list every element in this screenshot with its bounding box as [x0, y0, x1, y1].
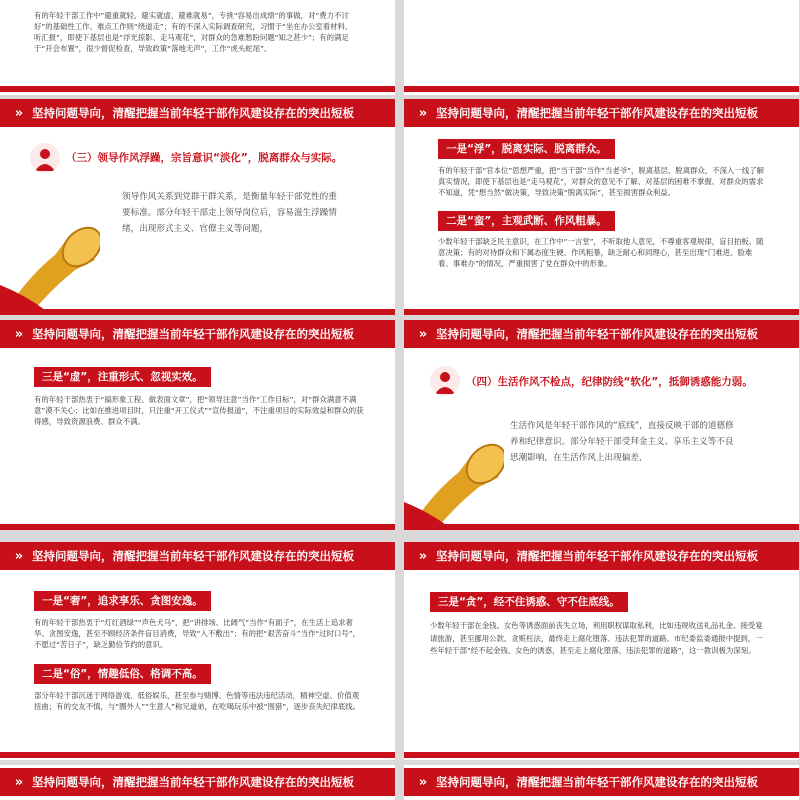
slide-title: 坚持问题导向，清醒把握当前年轻干部作风建设存在的突出短板	[436, 775, 758, 789]
avatar-icon	[430, 366, 460, 396]
chevron-icon: »	[418, 774, 424, 790]
slide-2-right	[404, 320, 799, 530]
point-text-1: 有的年轻干部热衷于“灯红酒绿”“声色犬马”，把“讲排场、比阔气”当作“有面子”，在生活上追求奢华、贪图安逸，甚至不顾经济条件盲目消费，导致“入不敷出”；有的把“艰苦奋斗”当作“过时口号”，不愿过“苦日子”，缺乏勤俭节约的意识。	[34, 618, 360, 649]
chevron-icon: »	[418, 105, 424, 121]
chevron-icon: »	[418, 326, 424, 342]
chevron-icon: »	[418, 548, 424, 564]
point-text-2: 少数年轻干部缺乏民主意识，在工作中“一言堂”，不听取他人意见，不尊重客观规律，盲目拍板、随意决策；有的对待群众和下属态度生硬、作风粗暴，缺乏耐心和同理心，甚至出现“门难进、脸难看、事难办”的情况，严重损害了党在群众中的形象。	[438, 237, 764, 268]
bottom-bar	[404, 86, 799, 92]
point-text: 少数年轻干部在金钱、女色等诱惑面前丧失立场，利用职权谋取私利，比如违规收送礼品礼金、接受宴请旅游，甚至挪用公款、贪赃枉法，最终走上腐化堕落、违法犯罪的道路。市纪委监委通报中提到，一些年轻干部“经不起金钱、女色的诱惑，甚至走上腐化堕落、违法犯罪的道路”，这一教训极为深刻。	[430, 621, 763, 655]
slide-title: 坚持问题导向，清醒把握当前年轻干部作风建设存在的突出短板	[32, 106, 354, 120]
slide-header	[404, 320, 799, 348]
slide-header	[404, 99, 799, 127]
chevron-icon: »	[14, 326, 20, 342]
slide-title: 坚持问题导向，清醒把握当前年轻干部作风建设存在的突出短板	[32, 549, 354, 563]
slide-body-text: 领导作风关系到党群干群关系，是衡量年轻干部党性的重要标准。部分年轻干部走上领导岗位后，容易滋生浮躁情绪，出现形式主义、官僚主义等问题，	[122, 192, 337, 234]
slide-header	[0, 768, 395, 796]
bottom-bar	[404, 524, 799, 530]
slide-title: 坚持问题导向，清醒把握当前年轻干部作风建设存在的突出短板	[436, 327, 758, 341]
slide-title: 坚持问题导向，清醒把握当前年轻干部作风建设存在的突出短板	[32, 775, 354, 789]
avatar-icon	[30, 143, 60, 173]
bottom-bar	[0, 309, 395, 315]
slide-header	[0, 542, 395, 570]
point-text: 有的年轻干部热衷于“搞形象工程、做表面文章”，把“领导注意”当作“工作目标”，对“群众满意不满意”漠不关心；比如在推进项目时，只注重“开工仪式”“宣传报道”，不注重项目的实际效益和群众的获得感，导致资源浪费、群众不满。	[34, 395, 364, 426]
chevron-icon: »	[14, 548, 20, 564]
slide-1-right	[404, 99, 799, 315]
slide-title: 坚持问题导向，清醒把握当前年轻干部作风建设存在的突出短板	[436, 106, 758, 120]
point-text-1: 有的年轻干部“官本位”思想严重，把“当干部”当作“当老爷”，脱离基层、脱离群众，不深入一线了解真实情况，即使下基层也是“走马观花”，对群众的意见不了解、对基层的困难不掌握、对群众的需求不知道，凭“想当然”做决策，导致决策“脱离实际”，甚至损害群众利益。	[438, 166, 764, 197]
slide-2-left	[0, 320, 395, 530]
slide-4-right	[404, 765, 799, 800]
trumpet-icon	[0, 215, 100, 315]
point-heading-1: 一是“奢”，追求享乐、贪图安逸。	[34, 591, 211, 611]
slide-1-left	[0, 99, 395, 315]
point-heading-2: 二是“蛮”，主观武断、作风粗暴。	[438, 211, 615, 231]
slide-0-right	[404, 0, 799, 95]
section-subtitle: （三）领导作风浮躁，宗旨意识“淡化”，脱离群众与实际。	[66, 152, 343, 164]
slide-3-right	[404, 542, 799, 760]
slide-title: 坚持问题导向，清醒把握当前年轻干部作风建设存在的突出短板	[32, 327, 354, 341]
bottom-bar	[0, 524, 395, 530]
bottom-bar	[0, 752, 395, 758]
slide-header	[0, 320, 395, 348]
slide-header	[404, 768, 799, 796]
trumpet-icon	[404, 432, 504, 530]
point-heading-1: 一是“浮”，脱离实际、脱离群众。	[438, 139, 615, 159]
slide-title: 坚持问题导向，清醒把握当前年轻干部作风建设存在的突出短板	[436, 549, 758, 563]
point-text-2: 部分年轻干部沉迷于网络游戏、低俗娱乐，甚至参与赌博、色情等违法违纪活动，精神空虚、价值观扭曲；有的交友不慎，与“圈外人”“生意人”称兄道弟，在吃喝玩乐中被“围猎”，逐步丧失纪律底线。	[34, 691, 360, 711]
slide-body-text: 有的年轻干部工作中“避重就轻、避实就虚、避难就易”，专挑“容易出成绩”的事做，对“费力不讨好”的基础性工作、难点工作则“绕道走”；有的不深入实际调查研究，习惯于“坐在办公室看材料、听汇报”，即使下基层也是“浮光掠影、走马观花”，对群众的急难愁盼问题“知之甚少”；有的满足于“开会布置”，很少督促检查，导致政策“落地无声”，工作“虎头蛇尾”。	[34, 11, 353, 53]
slide-3-left	[0, 542, 395, 760]
chevron-icon: »	[14, 105, 20, 121]
bottom-bar	[0, 86, 395, 92]
slide-header	[404, 542, 799, 570]
slide-header	[0, 99, 395, 127]
slide-body-text: 生活作风是年轻干部作风的“底线”，直接反映干部的道德修养和纪律意识。部分年轻干部受拜金主义、享乐主义等不良思潮影响，在生活作风上出现偏差，	[510, 421, 734, 463]
point-heading: 三是“虚”，注重形式、忽视实效。	[34, 367, 211, 387]
bottom-bar	[404, 752, 799, 758]
slide-0-left	[0, 0, 395, 95]
chevron-icon: »	[14, 774, 20, 790]
point-heading: 三是“贪”，经不住诱惑、守不住底线。	[430, 592, 628, 612]
point-heading-2: 二是“俗”，情趣低俗、格调不高。	[34, 664, 211, 684]
section-subtitle: （四）生活作风不检点，纪律防线“软化”，抵御诱惑能力弱。	[466, 376, 753, 388]
bottom-bar	[404, 309, 799, 315]
slide-4-left	[0, 765, 395, 800]
